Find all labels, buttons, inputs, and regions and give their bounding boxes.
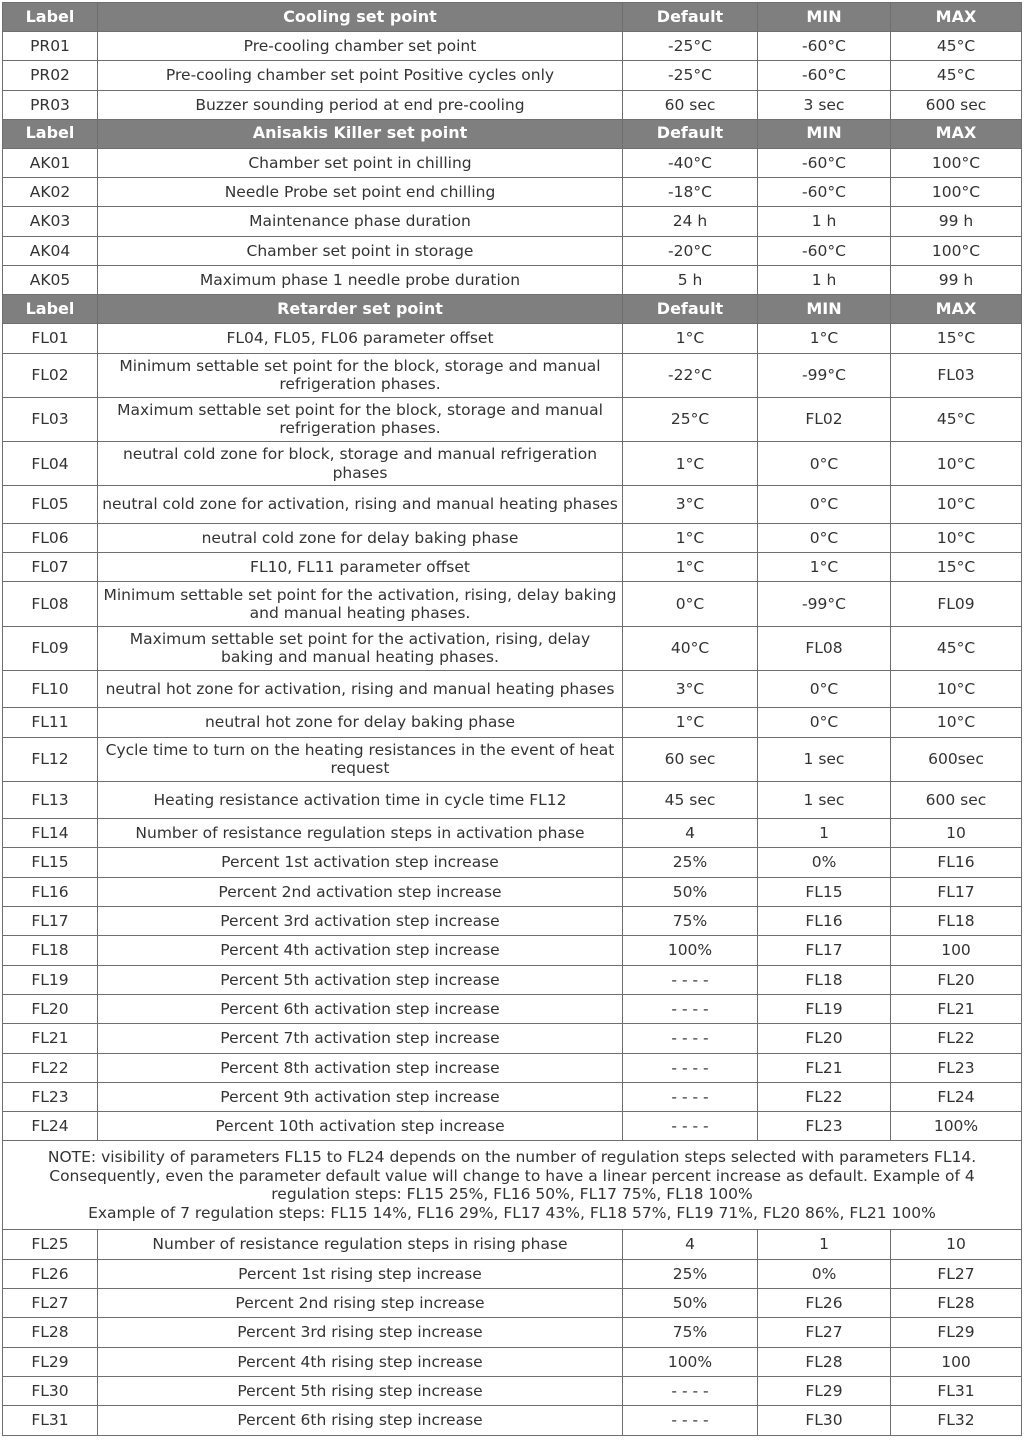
param-label: AK03 [3, 207, 98, 236]
param-label: FL23 [3, 1082, 98, 1111]
table-row [3, 737, 1022, 781]
param-label: FL09 [3, 626, 98, 670]
param-min: 0% [758, 848, 891, 877]
param-max: 15°C [891, 553, 1022, 582]
param-max: 45°C [891, 61, 1022, 90]
note-text: Consequently, even the parameter default value will change to have a linear percent increase as default. Example of 4 regulation steps: FL15 25%, FL16 50%, FL17 75%, FL18 100% [49, 1166, 975, 1204]
param-max: 10°C [891, 486, 1022, 524]
param-max: FL16 [891, 848, 1022, 877]
param-default: 100% [623, 936, 758, 965]
param-min: FL20 [758, 1024, 891, 1053]
param-label: FL26 [3, 1259, 98, 1288]
param-description: Pre-cooling chamber set point Positive cycles only [98, 61, 623, 90]
param-default: 3°C [623, 670, 758, 708]
table-row [3, 61, 1022, 90]
param-label: FL17 [3, 907, 98, 936]
param-min: 1 sec [758, 781, 891, 819]
column-header-min: MIN [758, 295, 891, 324]
param-description: Percent 1st rising step increase [98, 1259, 623, 1288]
param-min: 0°C [758, 442, 891, 486]
param-label: FL24 [3, 1112, 98, 1141]
column-header-default: Default [623, 119, 758, 148]
param-label: FL14 [3, 819, 98, 848]
param-label: AK04 [3, 236, 98, 265]
param-label: AK01 [3, 148, 98, 177]
param-min: 1 [758, 1230, 891, 1259]
param-label: PR01 [3, 32, 98, 61]
param-default: -25°C [623, 61, 758, 90]
param-description: Percent 5th activation step increase [98, 965, 623, 994]
param-default: 1°C [623, 442, 758, 486]
param-label: FL12 [3, 737, 98, 781]
param-label: FL06 [3, 523, 98, 552]
param-default: 75% [623, 1318, 758, 1347]
section-header-row [3, 119, 1022, 148]
param-description: Percent 3rd activation step increase [98, 907, 623, 936]
param-description: Percent 7th activation step increase [98, 1024, 623, 1053]
table-row [3, 207, 1022, 236]
param-default: -22°C [623, 353, 758, 397]
param-label: FL28 [3, 1318, 98, 1347]
param-default: 25% [623, 848, 758, 877]
param-min: 0°C [758, 486, 891, 524]
param-min: FL08 [758, 626, 891, 670]
section-header-row [3, 3, 1022, 32]
table-row [3, 266, 1022, 295]
param-max: 100% [891, 1112, 1022, 1141]
table-row [3, 236, 1022, 265]
param-default: - - - - [623, 965, 758, 994]
param-max: 100 [891, 1347, 1022, 1376]
param-default: 1°C [623, 708, 758, 737]
param-max: FL03 [891, 353, 1022, 397]
table-row [3, 324, 1022, 353]
param-max: 99 h [891, 207, 1022, 236]
param-max: FL23 [891, 1053, 1022, 1082]
table-row [3, 907, 1022, 936]
table-row [3, 1053, 1022, 1082]
table-row [3, 819, 1022, 848]
param-min: -99°C [758, 353, 891, 397]
param-description: Maximum settable set point for the block, storage and manual refrigeration phases. [98, 397, 623, 441]
param-max: 100°C [891, 236, 1022, 265]
param-min: 3 sec [758, 90, 891, 119]
param-default: 60 sec [623, 90, 758, 119]
param-label: FL16 [3, 877, 98, 906]
param-max: FL32 [891, 1406, 1022, 1435]
param-description: Percent 6th rising step increase [98, 1406, 623, 1435]
param-description: FL04, FL05, FL06 parameter offset [98, 324, 623, 353]
section-title: Retarder set point [98, 295, 623, 324]
column-header-max: MAX [891, 119, 1022, 148]
table-row [3, 670, 1022, 708]
column-header-min: MIN [758, 3, 891, 32]
param-min: 0°C [758, 708, 891, 737]
param-max: FL17 [891, 877, 1022, 906]
param-min: FL17 [758, 936, 891, 965]
param-description: Minimum settable set point for the block, storage and manual refrigeration phases. [98, 353, 623, 397]
table-row [3, 148, 1022, 177]
param-max: FL28 [891, 1289, 1022, 1318]
param-max: 99 h [891, 266, 1022, 295]
param-description: Pre-cooling chamber set point [98, 32, 623, 61]
param-min: 1°C [758, 324, 891, 353]
param-description: Percent 2nd rising step increase [98, 1289, 623, 1318]
param-label: FL13 [3, 781, 98, 819]
table-row [3, 1318, 1022, 1347]
param-description: Chamber set point in storage [98, 236, 623, 265]
param-description: neutral cold zone for delay baking phase [98, 523, 623, 552]
param-min: FL26 [758, 1289, 891, 1318]
param-min: FL23 [758, 1112, 891, 1141]
param-description: Percent 3rd rising step increase [98, 1318, 623, 1347]
param-description: Percent 1st activation step increase [98, 848, 623, 877]
param-max: 100°C [891, 148, 1022, 177]
table-row [3, 582, 1022, 626]
table-row [3, 553, 1022, 582]
table-row [3, 523, 1022, 552]
param-max: 10°C [891, 670, 1022, 708]
param-max: 100°C [891, 178, 1022, 207]
param-description: Percent 10th activation step increase [98, 1112, 623, 1141]
param-max: 45°C [891, 32, 1022, 61]
param-default: 1°C [623, 324, 758, 353]
table-row [3, 32, 1022, 61]
param-max: 15°C [891, 324, 1022, 353]
param-default: 4 [623, 1230, 758, 1259]
param-min: 1 sec [758, 737, 891, 781]
param-default: 45 sec [623, 781, 758, 819]
section-title: Anisakis Killer set point [98, 119, 623, 148]
param-default: 5 h [623, 266, 758, 295]
parameter-table [2, 2, 1022, 1436]
table-row [3, 708, 1022, 737]
param-label: FL19 [3, 965, 98, 994]
param-min: 0% [758, 1259, 891, 1288]
param-description: Percent 2nd activation step increase [98, 877, 623, 906]
param-min: FL18 [758, 965, 891, 994]
note-cell [3, 1141, 1022, 1230]
param-default: 25°C [623, 397, 758, 441]
param-min: FL22 [758, 1082, 891, 1111]
param-description: Heating resistance activation time in cycle time FL12 [98, 781, 623, 819]
param-label: AK05 [3, 266, 98, 295]
param-description: Maintenance phase duration [98, 207, 623, 236]
param-max: FL21 [891, 994, 1022, 1023]
param-min: 1 h [758, 266, 891, 295]
table-row [3, 1347, 1022, 1376]
param-label: FL22 [3, 1053, 98, 1082]
param-max: FL31 [891, 1376, 1022, 1405]
param-label: FL03 [3, 397, 98, 441]
param-min: FL29 [758, 1376, 891, 1405]
param-default: 4 [623, 819, 758, 848]
param-max: 10°C [891, 442, 1022, 486]
note-row [3, 1141, 1022, 1230]
param-label: FL05 [3, 486, 98, 524]
param-max: 10 [891, 1230, 1022, 1259]
param-min: 1°C [758, 553, 891, 582]
param-max: 600 sec [891, 90, 1022, 119]
param-label: FL20 [3, 994, 98, 1023]
column-header-label: Label [3, 119, 98, 148]
table-row [3, 877, 1022, 906]
column-header-max: MAX [891, 295, 1022, 324]
table-row [3, 1230, 1022, 1259]
param-label: FL08 [3, 582, 98, 626]
param-max: FL20 [891, 965, 1022, 994]
column-header-label: Label [3, 3, 98, 32]
param-max: FL18 [891, 907, 1022, 936]
param-default: - - - - [623, 1406, 758, 1435]
param-min: FL19 [758, 994, 891, 1023]
param-default: - - - - [623, 1376, 758, 1405]
param-max: 600sec [891, 737, 1022, 781]
param-max: 10°C [891, 708, 1022, 737]
table-row [3, 1082, 1022, 1111]
param-min: 1 h [758, 207, 891, 236]
param-default: 50% [623, 877, 758, 906]
param-max: FL29 [891, 1318, 1022, 1347]
param-description: neutral cold zone for block, storage and manual refrigeration phases [98, 442, 623, 486]
param-label: FL18 [3, 936, 98, 965]
param-label: FL31 [3, 1406, 98, 1435]
table-row [3, 936, 1022, 965]
param-description: Maximum settable set point for the activation, rising, delay baking and manual heating phases. [98, 626, 623, 670]
param-default: 3°C [623, 486, 758, 524]
param-default: 0°C [623, 582, 758, 626]
param-min: 0°C [758, 670, 891, 708]
table-row [3, 781, 1022, 819]
param-label: FL30 [3, 1376, 98, 1405]
param-max: FL09 [891, 582, 1022, 626]
param-min: -60°C [758, 236, 891, 265]
param-description: neutral hot zone for delay baking phase [98, 708, 623, 737]
param-description: Cycle time to turn on the heating resistances in the event of heat request [98, 737, 623, 781]
column-header-label: Label [3, 295, 98, 324]
param-description: Percent 6th activation step increase [98, 994, 623, 1023]
param-description: Buzzer sounding period at end pre-cooling [98, 90, 623, 119]
param-min: -99°C [758, 582, 891, 626]
table-row [3, 626, 1022, 670]
param-max: 100 [891, 936, 1022, 965]
table-row [3, 442, 1022, 486]
table-row [3, 1406, 1022, 1435]
param-description: Percent 8th activation step increase [98, 1053, 623, 1082]
param-label: FL21 [3, 1024, 98, 1053]
param-default: - - - - [623, 994, 758, 1023]
column-header-default: Default [623, 295, 758, 324]
param-min: FL16 [758, 907, 891, 936]
table-row [3, 178, 1022, 207]
param-label: FL02 [3, 353, 98, 397]
param-default: - - - - [623, 1082, 758, 1111]
param-description: neutral hot zone for activation, rising and manual heating phases [98, 670, 623, 708]
param-label: FL07 [3, 553, 98, 582]
table-row [3, 965, 1022, 994]
param-label: PR03 [3, 90, 98, 119]
param-description: Number of resistance regulation steps in activation phase [98, 819, 623, 848]
param-max: FL27 [891, 1259, 1022, 1288]
param-default: 1°C [623, 553, 758, 582]
param-max: FL24 [891, 1082, 1022, 1111]
param-default: 1°C [623, 523, 758, 552]
param-description: Percent 4th rising step increase [98, 1347, 623, 1376]
param-default: -25°C [623, 32, 758, 61]
param-default: -20°C [623, 236, 758, 265]
param-default: -40°C [623, 148, 758, 177]
param-description: Percent 9th activation step increase [98, 1082, 623, 1111]
table-row [3, 90, 1022, 119]
param-description: Number of resistance regulation steps in rising phase [98, 1230, 623, 1259]
param-label: FL11 [3, 708, 98, 737]
param-max: 45°C [891, 397, 1022, 441]
table-row [3, 1289, 1022, 1318]
param-default: 75% [623, 907, 758, 936]
param-label: PR02 [3, 61, 98, 90]
param-description: Maximum phase 1 needle probe duration [98, 266, 623, 295]
param-default: 50% [623, 1289, 758, 1318]
param-min: FL15 [758, 877, 891, 906]
table-row [3, 1259, 1022, 1288]
param-min: FL30 [758, 1406, 891, 1435]
param-default: - - - - [623, 1053, 758, 1082]
section-header-row [3, 295, 1022, 324]
table-row [3, 1112, 1022, 1141]
param-default: 60 sec [623, 737, 758, 781]
table-row [3, 1376, 1022, 1405]
table-row [3, 353, 1022, 397]
param-min: -60°C [758, 178, 891, 207]
param-min: FL28 [758, 1347, 891, 1376]
param-description: Minimum settable set point for the activation, rising, delay baking and manual heating phases. [98, 582, 623, 626]
table-row [3, 848, 1022, 877]
param-label: AK02 [3, 178, 98, 207]
table-row [3, 1024, 1022, 1053]
param-min: -60°C [758, 61, 891, 90]
param-description: neutral cold zone for activation, rising and manual heating phases [98, 486, 623, 524]
param-min: 1 [758, 819, 891, 848]
param-default: 24 h [623, 207, 758, 236]
table-row [3, 397, 1022, 441]
param-max: 10°C [891, 523, 1022, 552]
param-min: -60°C [758, 148, 891, 177]
param-label: FL04 [3, 442, 98, 486]
param-min: FL02 [758, 397, 891, 441]
param-default: 40°C [623, 626, 758, 670]
param-label: FL10 [3, 670, 98, 708]
param-label: FL25 [3, 1230, 98, 1259]
param-min: FL21 [758, 1053, 891, 1082]
param-max: FL22 [891, 1024, 1022, 1053]
param-description: Percent 5th rising step increase [98, 1376, 623, 1405]
column-header-default: Default [623, 3, 758, 32]
param-label: FL15 [3, 848, 98, 877]
param-description: Percent 4th activation step increase [98, 936, 623, 965]
parameter-table-body [3, 3, 1022, 1436]
param-min: FL27 [758, 1318, 891, 1347]
param-default: 25% [623, 1259, 758, 1288]
param-max: 45°C [891, 626, 1022, 670]
table-row [3, 486, 1022, 524]
column-header-max: MAX [891, 3, 1022, 32]
param-description: Chamber set point in chilling [98, 148, 623, 177]
param-default: - - - - [623, 1024, 758, 1053]
param-label: FL27 [3, 1289, 98, 1318]
param-default: - - - - [623, 1112, 758, 1141]
param-max: 600 sec [891, 781, 1022, 819]
param-default: -18°C [623, 178, 758, 207]
param-min: 0°C [758, 523, 891, 552]
param-min: -60°C [758, 32, 891, 61]
table-row [3, 994, 1022, 1023]
note-text: NOTE: visibility of parameters FL15 to FL24 depends on the number of regulation steps selected with parameters FL14. [47, 1147, 977, 1166]
param-description: Needle Probe set point end chilling [98, 178, 623, 207]
param-label: FL01 [3, 324, 98, 353]
param-label: FL29 [3, 1347, 98, 1376]
note-text: Example of 7 regulation steps: FL15 14%, FL16 29%, FL17 43%, FL18 57%, FL19 71%, FL20 86%, FL21 100% [88, 1204, 936, 1223]
param-description: FL10, FL11 parameter offset [98, 553, 623, 582]
section-title: Cooling set point [98, 3, 623, 32]
param-default: 100% [623, 1347, 758, 1376]
column-header-min: MIN [758, 119, 891, 148]
param-max: 10 [891, 819, 1022, 848]
